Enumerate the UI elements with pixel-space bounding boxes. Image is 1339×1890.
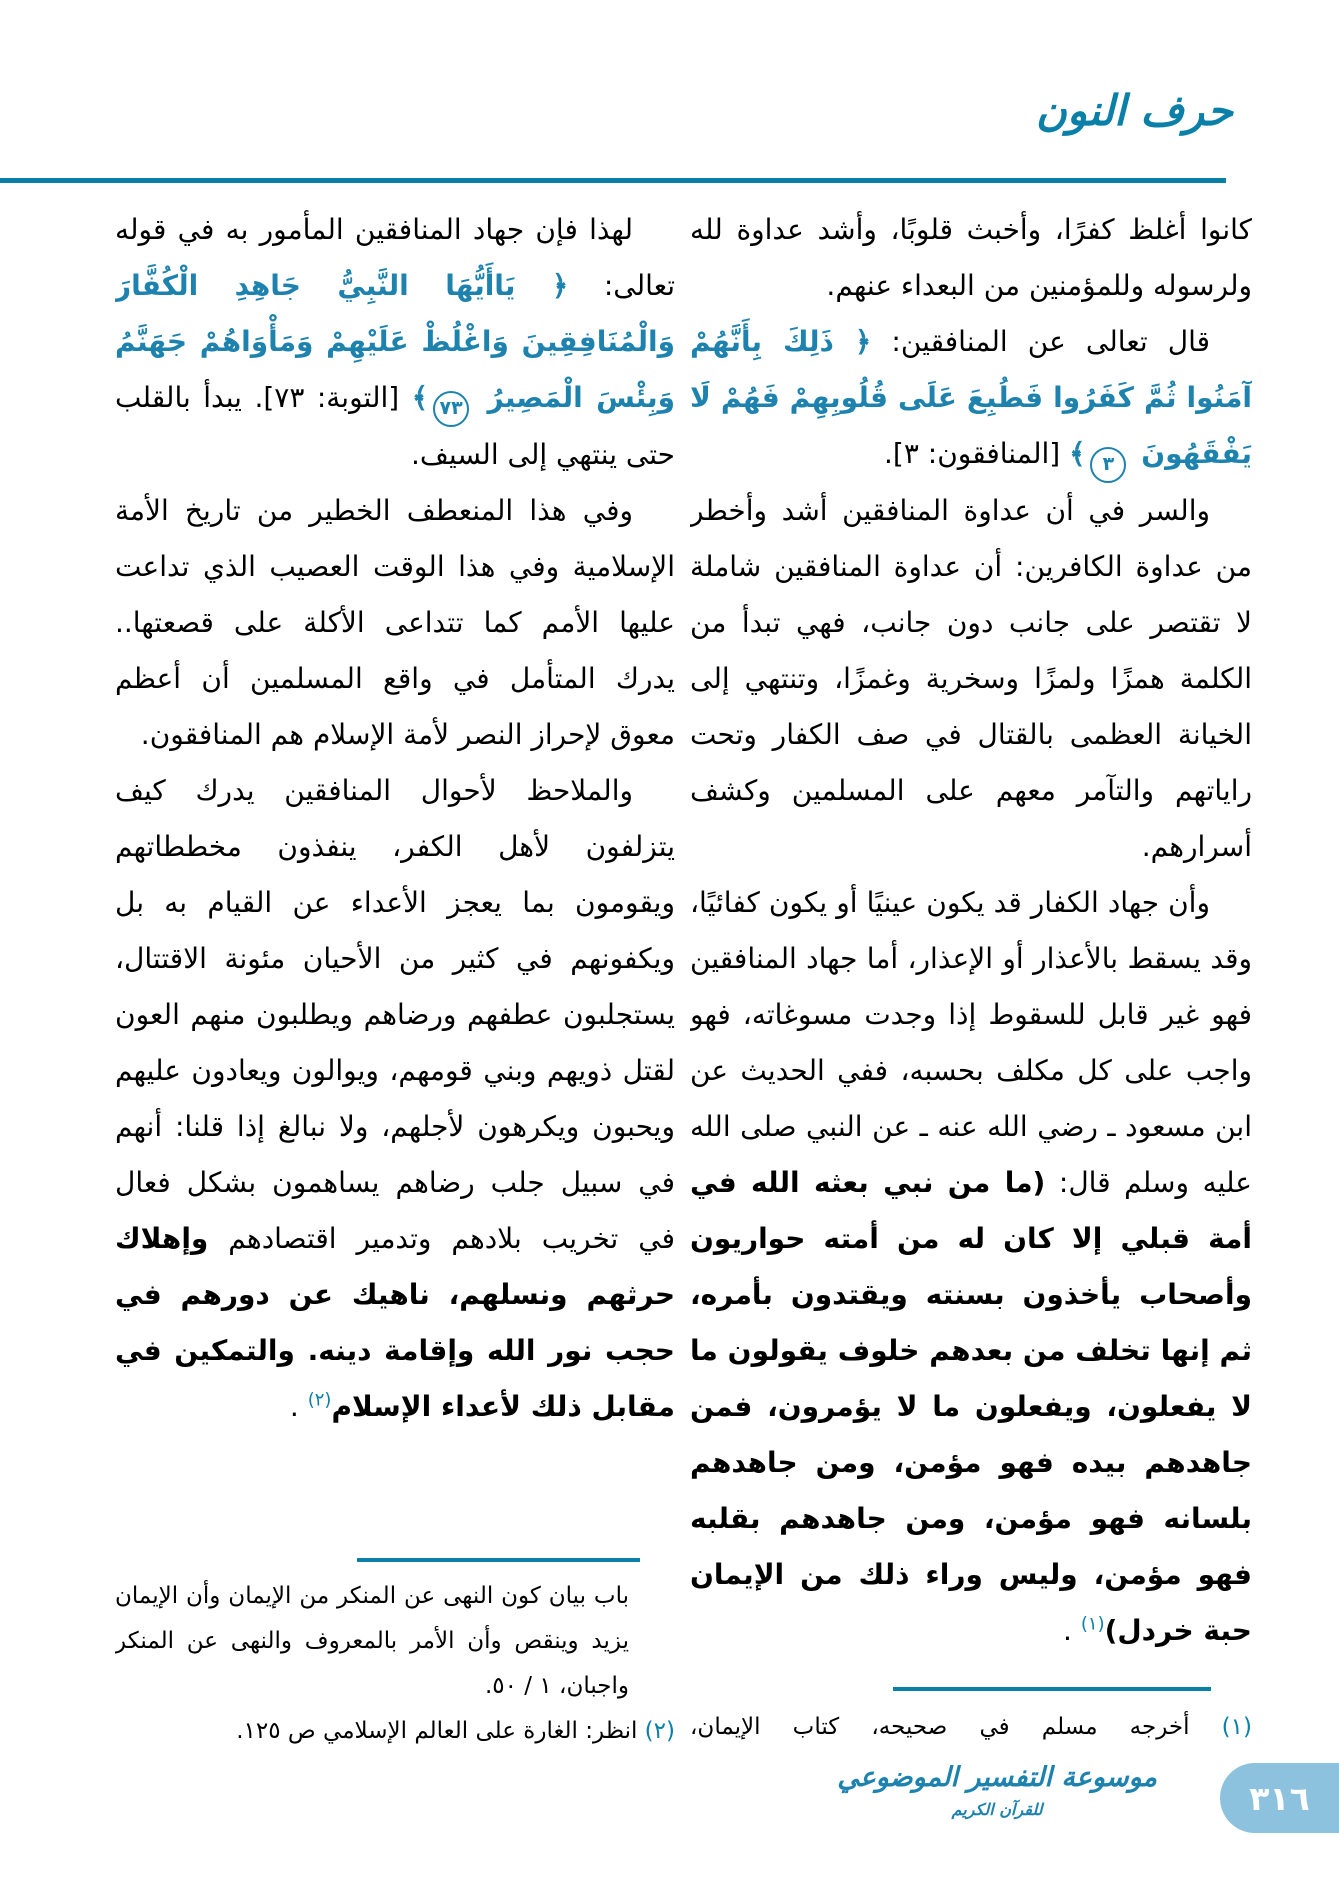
- footnote-2: [115, 1709, 675, 1754]
- right-column: [690, 202, 1252, 1750]
- footnote-text: انظر: الغارة على العالم الإسلامي ص ١٢٥.: [236, 1718, 638, 1744]
- page-number-tab: [1220, 1763, 1339, 1833]
- right-column-text: [690, 202, 1252, 1659]
- footnote-text: أخرجه مسلم في صحيحه، كتاب الإيمان،: [690, 1714, 1190, 1740]
- ayah-number-badge: ٧٣: [433, 391, 469, 427]
- paragraph-quran-munafiqun: [690, 314, 1252, 483]
- paragraph-jihad-hadith: [690, 875, 1252, 1659]
- footnote-1: [690, 1705, 1252, 1750]
- observer-text: والملاحظ لأحوال المنافقين يدرك كيف يتزلفون لأهل الكفر، ينفذون مخططاتهم ويقومون بما يعجز الأعداء عن القيام به بل ويكفونهم في كثير من الأحيان مئونة الاقتتال، يستجلبون عطفهم ورضاهم ويطلبون منهم العون لقتل ذويهم وبني قومهم، ويوالون ويعادون عليهم ويحبون ويكرهون لأجلهم، ولا نبالغ إذا قلنا: أنهم في سبيل جلب رضاهم يساهمون بشكل فعال في تخريب بلادهم وتدمير اقتصادهم: [115, 774, 675, 1255]
- footnotes-left: [115, 1558, 675, 1754]
- footnote-separator: [893, 1687, 1211, 1691]
- footnote-number: (١): [1221, 1714, 1252, 1740]
- sentence-end: .: [289, 1390, 308, 1423]
- paragraph-observer: [115, 763, 675, 1435]
- page-number: ٣١٦: [1249, 1778, 1310, 1818]
- footnote-marker-2: (٢): [307, 1389, 332, 1411]
- sentence-tail: يبدأ بالقلب حتى ينتهي إلى السيف.: [115, 381, 675, 471]
- hadith-text: (ما من نبي بعثه الله في أمة قبلي إلا كان له من أمته حواريون وأصحاب يأخذون بسنته ويقتدون بأمره، ثم إنها تخلف من بعدهم خلوف يقولون ما لا يفعلون، ويفعلون ما لا يؤمرون، فمن جاهدهم بيده فهو مؤمن، ومن جاهدهم بلسانه فهو مؤمن، ومن جاهدهم بقلبه فهو مؤمن، وليس وراء ذلك من الإيمان حبة خردل): [690, 1166, 1252, 1647]
- paragraph-turning-point: وفي هذا المنعطف الخطير من تاريخ الأمة الإسلامية وفي هذا الوقت العصيب الذي تداعت عليها الأمم كما تتداعى الأكلة على قصعتها.. يدرك المتأمل في واقع المسلمين أن أعظم معوق لإحراز النصر لأمة الإسلام هم المنافقون.: [115, 494, 675, 751]
- left-column: [115, 202, 675, 1754]
- observer-emphasis: وإهلاك حرثهم ونسلهم، ناهيك عن دورهم في حجب نور الله وإقامة دينه. والتمكين في مقابل ذلك لأعداء الإسلام: [115, 1222, 675, 1423]
- publisher-logo: [837, 1758, 1157, 1822]
- footnotes-right: [690, 1687, 1252, 1750]
- sentence-end: .: [1063, 1614, 1081, 1647]
- ayah-number-badge: ٣: [1090, 447, 1126, 483]
- quran-verse: ﴿ ذَلِكَ بِأَنَّهُمْ آمَنُوا ثُمَّ كَفَرُوا فَطُبِعَ عَلَى قُلُوبِهِمْ فَهُمْ لَا يَفْقَهُونَ: [690, 325, 1252, 470]
- header-rule: [0, 178, 1226, 183]
- verse-reference: [المنافقون: ٣].: [883, 437, 1070, 470]
- paragraph-quran-tawbah: [115, 202, 675, 483]
- footnote-1-continuation: باب بيان كون النهى عن المنكر من الإيمان وأن الإيمان يزيد وينقص وأن الأمر بالمعروف والنهى عن المنكر واجبان، ١ / ٥٠.: [115, 1583, 629, 1699]
- quote-intro: قال تعالى عن المنافقين:: [871, 325, 1211, 358]
- footnote-separator: [357, 1558, 640, 1562]
- logo-title: موسوعة التفسير الموضوعي: [837, 1762, 1157, 1793]
- paragraph-enmity: والسر في أن عداوة المنافقين أشد وأخطر من عداوة الكافرين: أن عداوة المنافقين شاملة لا تقتصر على جانب دون جانب، فهي تبدأ من الكلمة همزًا ولمزًا وسخرية وغمزًا، وتنتهي إلى الخيانة العظمى بالقتال في صف الكفار وتحت راياتهم والتآمر معهم على المسلمين وكشف أسرارهم.: [690, 494, 1252, 863]
- footnote-number: (٢): [644, 1718, 675, 1744]
- paragraph-continuation: كانوا أغلظ كفرًا، وأخبث قلوبًا، وأشد عداوة لله ولرسوله وللمؤمنين من البعداء عنهم.: [690, 213, 1252, 302]
- hadith-intro: وأن جهاد الكفار قد يكون عينيًا أو يكون كفائيًا، وقد يسقط بالأعذار أو الإعذار، أما جهاد المنافقين فهو غير قابل للسقوط إذا وجدت مسوغاته، فهو واجب على كل مكلف بحسبه، ففي الحديث عن ابن مسعود ـ رضي الله عنه ـ عن النبي صلى الله عليه وسلم قال:: [690, 886, 1252, 1199]
- footnote-marker-1: (١): [1080, 1613, 1105, 1635]
- quran-close-bracket: ﴾: [411, 381, 429, 414]
- logo-subtitle: للقرآن الكريم: [951, 1800, 1043, 1819]
- quran-close-bracket: ﴾: [1069, 437, 1086, 470]
- quran-verse: ﴿ يَاأَيُّهَا النَّبِيُّ جَاهِدِ الْكُفَّارَ وَالْمُنَافِقِينَ وَاغْلُظْ عَلَيْهِمْ وَمَأْوَاهُمْ جَهَنَّمُ وَبِئْسَ الْمَصِيرُ: [115, 269, 675, 414]
- chapter-heading: حرف النون: [1036, 86, 1233, 135]
- quote-intro: لهذا فإن جهاد المنافقين المأمور به في قوله تعالى:: [115, 213, 675, 302]
- verse-reference: [التوبة: ٧٣].: [241, 381, 412, 414]
- left-column-text: [115, 202, 675, 1435]
